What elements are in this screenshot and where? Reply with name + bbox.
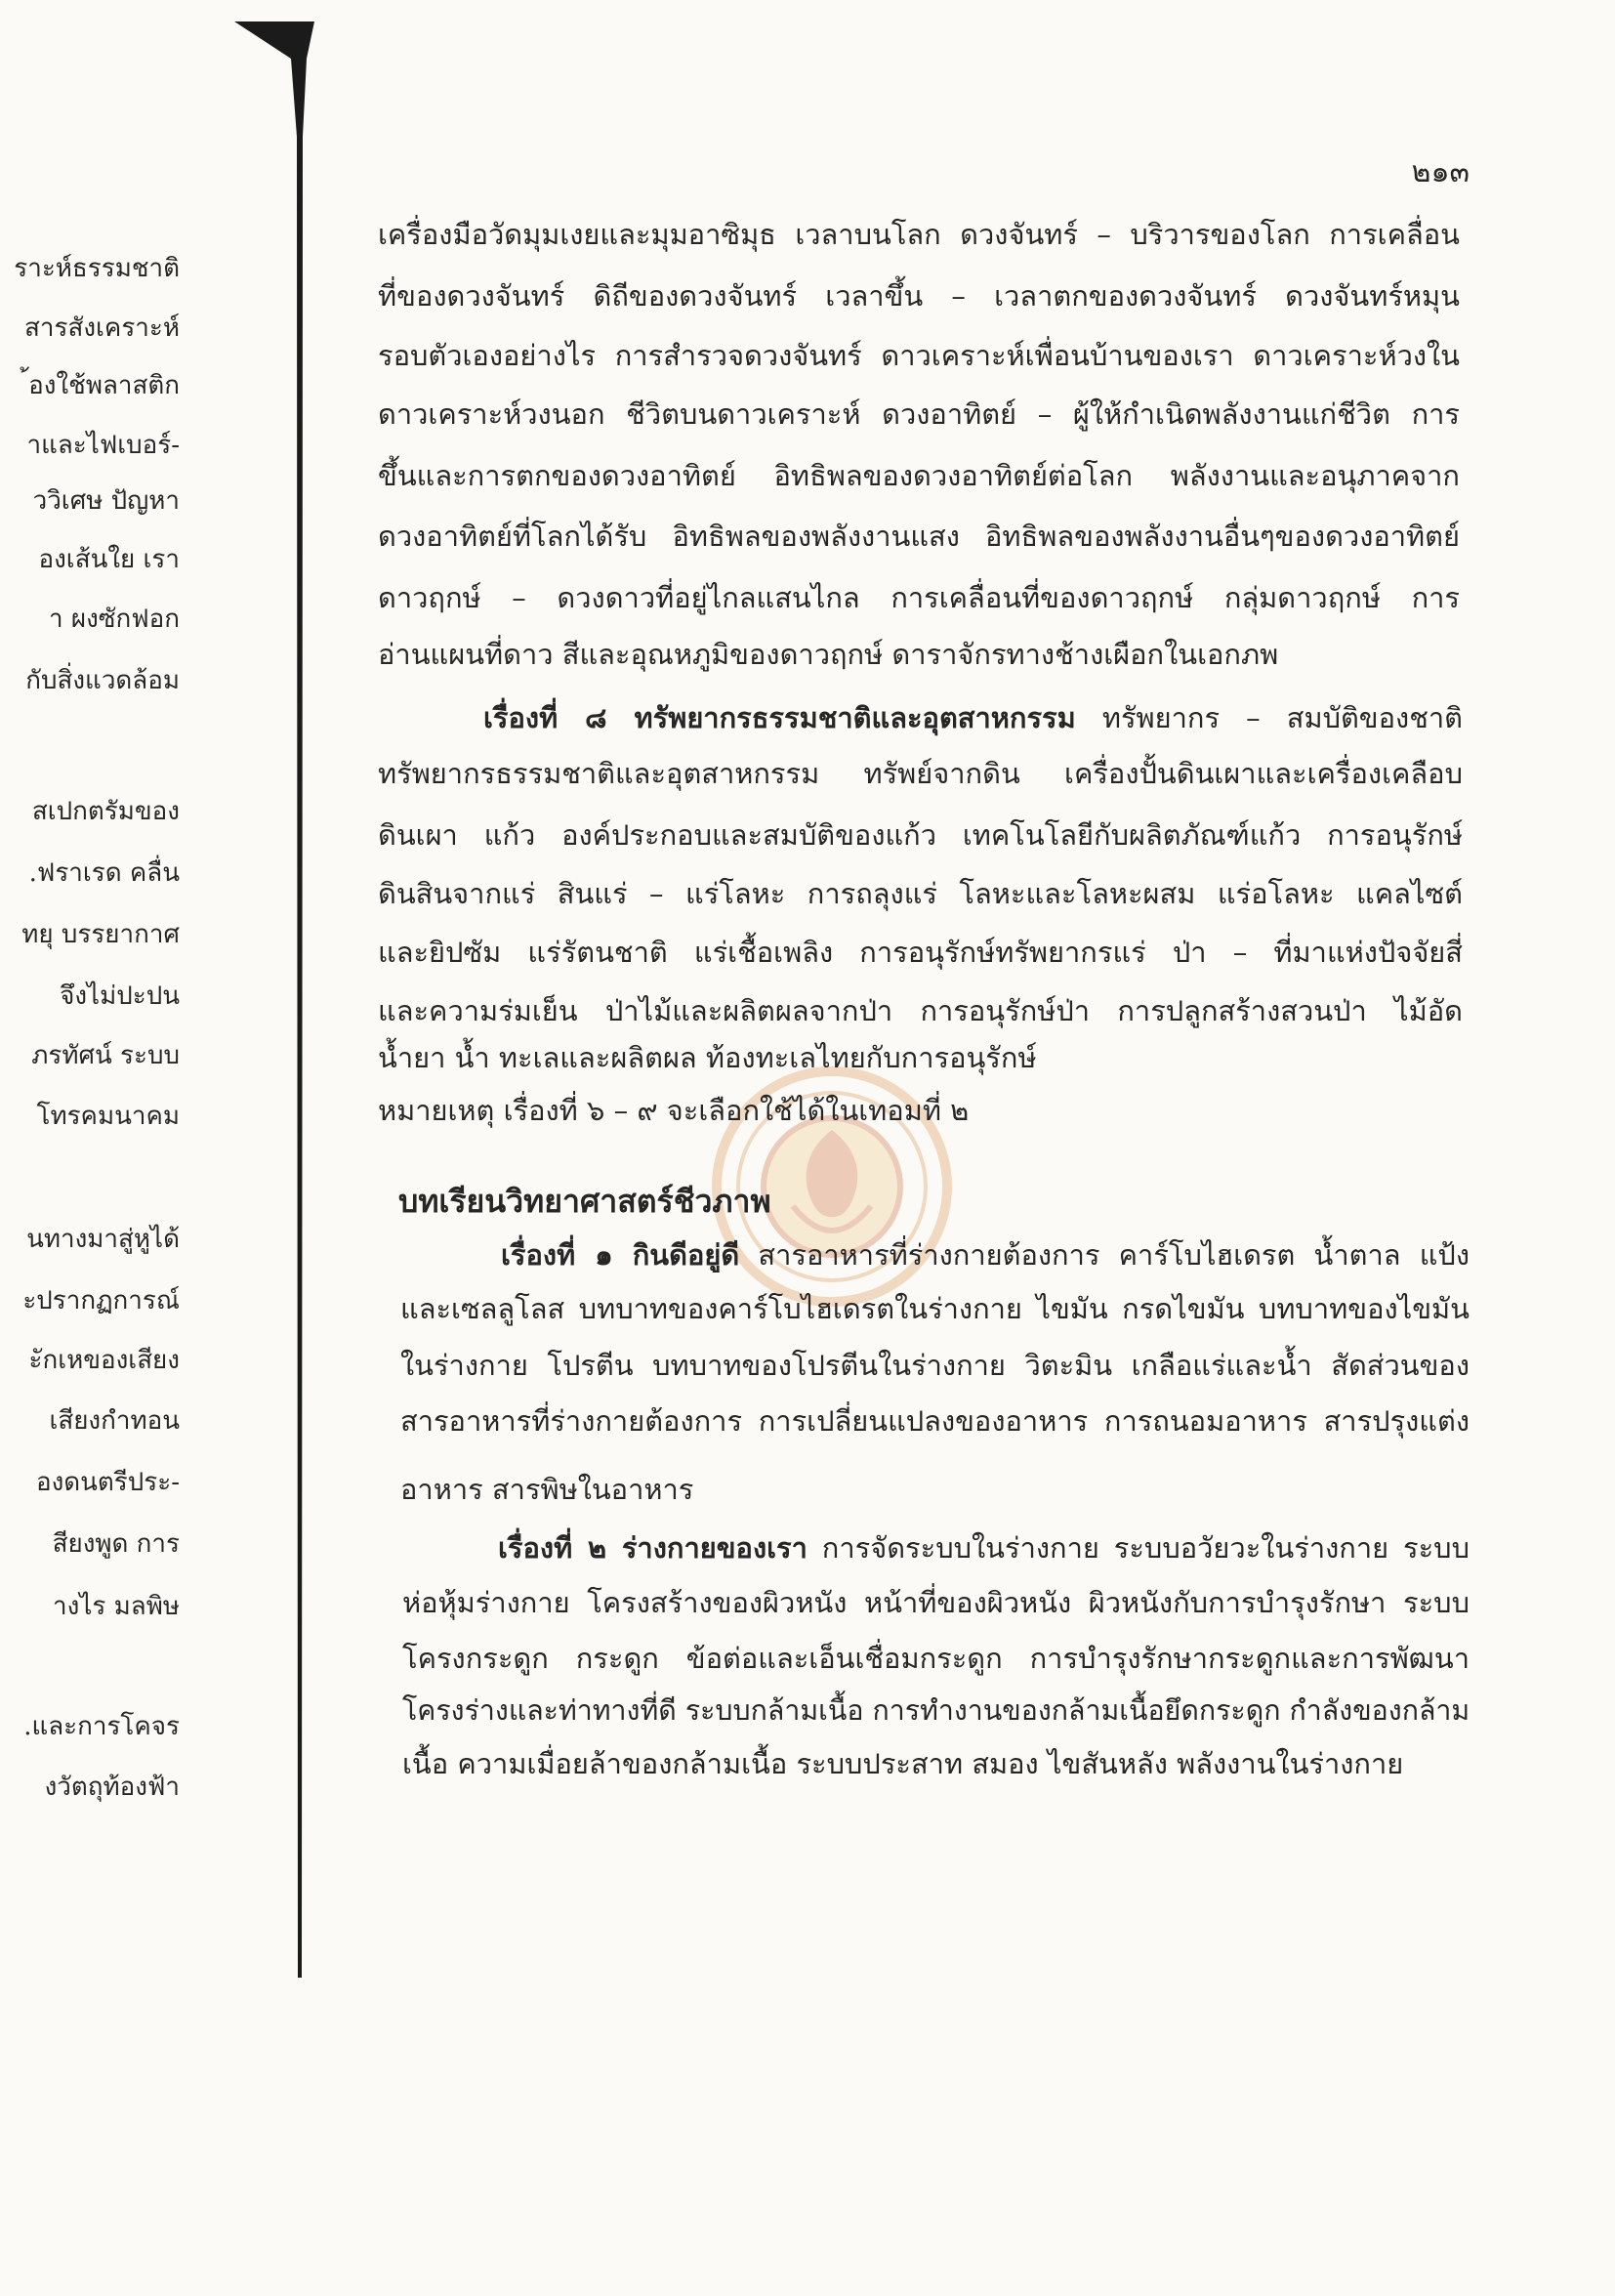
adjacent-page-fragment: องเส้นใย เรา <box>38 545 180 574</box>
body-text-line: ในร่างกาย โปรตีน บทบาทของโปรตีนในร่างกาย วิตะมิน เกลือแร่และน้ำ สัดส่วนของ <box>400 1349 1470 1382</box>
topic-first-line-text: การจัดระบบในร่างกาย ระบบอวัยวะในร่างกาย ระบบ <box>821 1531 1470 1565</box>
body-text-line: ดินเผา แก้ว องค์ประกอบและสมบัติของแก้ว เทคโนโลยีกับผลิตภัณฑ์แก้ว การอนุรักษ์ <box>378 818 1463 852</box>
topic-first-line <box>501 1233 1470 1276</box>
topic-first-line-text: สารอาหารที่ร่างกายต้องการ คาร์โบไฮเดรต น้ำตาล แป้ง <box>758 1238 1470 1272</box>
body-text-line: และความร่มเย็น ป่าไม้และผลิตผลจากป่า การอนุรักษ์ป่า การปลูกสร้างสวนป่า ไม้อัด <box>378 994 1463 1027</box>
adjacent-page-fragment: กับสิ่งแวดล้อม <box>25 666 180 695</box>
topic-heading: เรื่องที่ ๑ กินดีอยู่ดี <box>501 1238 740 1272</box>
adjacent-page-fragment: ววิเศษ ปัญหา <box>32 486 180 516</box>
adjacent-page-fragment: องดนตรีประ- <box>35 1468 180 1497</box>
body-text-line: อาหาร สารพิษในอาหาร <box>400 1473 694 1506</box>
body-text-line: รอบตัวเองอย่างไร การสำรวจดวงจันทร์ ดาวเคราะห์เพื่อนบ้านของเรา ดาวเคราะห์วงใน <box>378 339 1460 372</box>
adjacent-page-fragment: างไร มลพิษ <box>53 1592 180 1621</box>
topic-first-line <box>483 696 1463 739</box>
adjacent-page-fragment: จึงไม่ปะปน <box>60 981 180 1011</box>
page-number: ๒๑๓ <box>1411 155 1470 189</box>
adjacent-page-fragment: ภรทัศน์ ระบบ <box>31 1041 180 1070</box>
body-text-line: อ่านแผนที่ดาว สีและอุณหภูมิของดาวฤกษ์ ดาราจักรทางช้างเผือกในเอกภพ <box>378 638 1279 671</box>
body-text-line: ทรัพยากรธรรมชาติและอุตสาหกรรม ทรัพย์จากดิน เครื่องปั้นดินเผาและเครื่องเคลือบ <box>378 757 1463 790</box>
adjacent-page-fragment: ะปรากฏการณ์ <box>22 1286 180 1315</box>
body-text-line: และยิปซัม แร่รัตนชาติ แร่เชื้อเพลิง การอนุรักษ์ทรัพยากรแร่ ป่า – ที่มาแห่งปัจจัยสี่ <box>378 936 1463 969</box>
body-text-line: ดินสินจากแร่ สินแร่ – แร่โลหะ การถลุงแร่ โลหะและโลหะผสม แร่อโลหะ แคลไซต์ <box>378 877 1463 910</box>
adjacent-page-fragment: งวัตถุท้องฟ้า <box>44 1773 180 1802</box>
adjacent-page-fragment: ะักเหของเสียง <box>28 1346 180 1375</box>
adjacent-page-fragment: าและไฟเบอร์- <box>26 431 180 460</box>
body-text-line: เครื่องมือวัดมุมเงยและมุมอาซิมุธ เวลาบนโลก ดวงจันทร์ – บริวารของโลก การเคลื่อน <box>378 218 1460 251</box>
adjacent-page-fragment: สียงพูด การ <box>52 1529 180 1559</box>
topic-heading: เรื่องที่ ๒ ร่างกายของเรา <box>498 1531 808 1565</box>
body-text-line: น้ำยา น้ำ ทะเลและผลิตผล ท้องทะเลไทยกับการอนุรักษ์ <box>378 1041 1037 1074</box>
adjacent-page-fragment: ราะห์ธรรมชาติ <box>14 254 180 283</box>
body-text-line: โครงกระดูก กระดูก ข้อต่อและเอ็นเชื่อมกระดูก การบำรุงรักษากระดูกและการพัฒนา <box>402 1642 1470 1675</box>
body-text-line: โครงร่างและท่าทางที่ดี ระบบกล้ามเนื้อ การทำงานของกล้ามเนื้อยึดกระดูก กำลังของกล้าม <box>402 1694 1470 1727</box>
topic-heading: เรื่องที่ ๘ ทรัพยากรธรรมชาติและอุตสาหกรรม <box>483 701 1076 734</box>
body-text-line: สารอาหารที่ร่างกายต้องการ การเปลี่ยนแปลงของอาหาร การถนอมอาหาร สารปรุงแต่ง <box>400 1404 1470 1438</box>
topic-first-line <box>498 1526 1470 1569</box>
adjacent-page-fragment: า ผงซักฟอก <box>49 605 180 634</box>
adjacent-page-fragment: สารสังเคราะห์ <box>24 313 180 343</box>
adjacent-page-fragment: ้องใช้พลาสติก <box>28 371 180 400</box>
body-text-line: ที่ของดวงจันทร์ ดิถีของดวงจันทร์ เวลาขึ้น – เวลาตกของดวงจันทร์ ดวงจันทร์หมุน <box>378 279 1460 313</box>
adjacent-page-fragment: .และการโคจร <box>23 1712 180 1741</box>
body-text-line: ดาวฤกษ์ – ดวงดาวที่อยู่ไกลแสนไกล การเคลื่อนที่ของดาวฤกษ์ กลุ่มดาวฤกษ์ การ <box>378 581 1460 614</box>
adjacent-page-fragment: .ฟราเรด คลื่น <box>28 858 180 888</box>
body-text-line: ห่อหุ้มร่างกาย โครงสร้างของผิวหนัง หน้าที่ของผิวหนัง ผิวหนังกับการบำรุงรักษา ระบบ <box>402 1586 1470 1619</box>
adjacent-page-fragment: สเปกตรัมของ <box>31 797 180 826</box>
topic-first-line-text: ทรัพยากร – สมบัติของชาติ <box>1101 701 1463 734</box>
section-title: บทเรียนวิทยาศาสตร์ชีวภาพ <box>398 1183 771 1220</box>
adjacent-page-fragment: โทรคมนาคม <box>36 1102 180 1131</box>
body-text-line: ดวงอาทิตย์ที่โลกได้รับ อิทธิพลของพลังงานแสง อิทธิพลของพลังงานอื่นๆของดวงอาทิตย์ <box>378 520 1460 553</box>
adjacent-page-fragment: นทางมาสู่หูได้ <box>26 1225 180 1254</box>
body-text-line: เนื้อ ความเมื่อยล้าของกล้ามเนื้อ ระบบประสาท สมอง ไขสันหลัง พลังงานในร่างกาย <box>402 1747 1404 1780</box>
body-text-line: และเซลลูโลส บทบาทของคาร์โบไฮเดรตในร่างกาย ไขมัน กรดไขมัน บทบาทของไขมัน <box>400 1292 1470 1325</box>
adjacent-page-fragment: เสียงกำทอน <box>49 1406 180 1436</box>
body-text-line: ขึ้นและการตกของดวงอาทิตย์ อิทธิพลของดวงอาทิตย์ต่อโลก พลังงานและอนุภาคจาก <box>378 459 1460 492</box>
note-line: หมายเหตุ เรื่องที่ ๖ – ๙ จะเลือกใช้ได้ในเทอมที่ ๒ <box>378 1094 970 1127</box>
adjacent-page-fragment: ทยุ บรรยากาศ <box>21 920 180 949</box>
body-text-line: ดาวเคราะห์วงนอก ชีวิตบนดาวเคราะห์ ดวงอาทิตย์ – ผู้ให้กำเนิดพลังงานแก่ชีวิต การ <box>378 397 1460 431</box>
